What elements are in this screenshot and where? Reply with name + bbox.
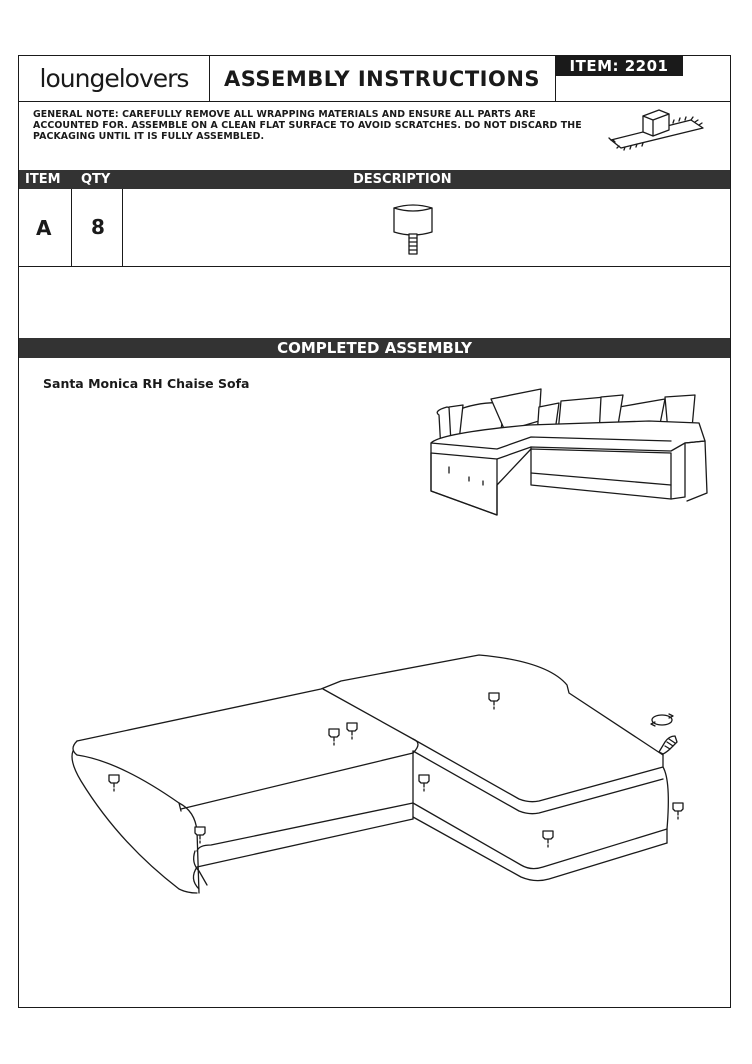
sofa-illustration [409, 381, 709, 516]
completed-assembly-header [19, 338, 730, 358]
screw-in-leg-icon [389, 198, 437, 258]
box-on-rug-icon [607, 104, 707, 156]
part-quantity: 8 [91, 215, 105, 239]
upside-down-sofa-diagram [59, 631, 699, 931]
rotate-arrow-icon [647, 711, 677, 729]
parts-table-header [19, 170, 730, 189]
completed-assembly-title: COMPLETED ASSEMBLY [277, 339, 472, 357]
column-header-item: ITEM [25, 172, 61, 187]
document-title: ASSEMBLY INSTRUCTIONS [223, 66, 541, 91]
instruction-sheet [18, 55, 731, 1008]
brand-logo: loungelovers [39, 64, 189, 93]
general-note: GENERAL NOTE: CAREFULLY REMOVE ALL WRAPPING MATERIALS AND ENSURE ALL PARTS ARE ACCOUNTED FOR. ASSEMBLE ON A CLEAN FLAT SURFACE TO AVOID SCRATCHES. DO NOT DISCARD THE PACKAGING UNTIL IT IS FULLY ASSEMBLED. [33, 109, 582, 142]
column-header-description: DESCRIPTION [353, 172, 452, 187]
hand-icon [655, 730, 681, 756]
part-item-letter: A [36, 216, 52, 240]
product-name: Santa Monica RH Chaise Sofa [43, 376, 250, 391]
column-header-qty: QTY [81, 172, 111, 187]
item-code-badge: ITEM: 2201 [555, 56, 683, 76]
